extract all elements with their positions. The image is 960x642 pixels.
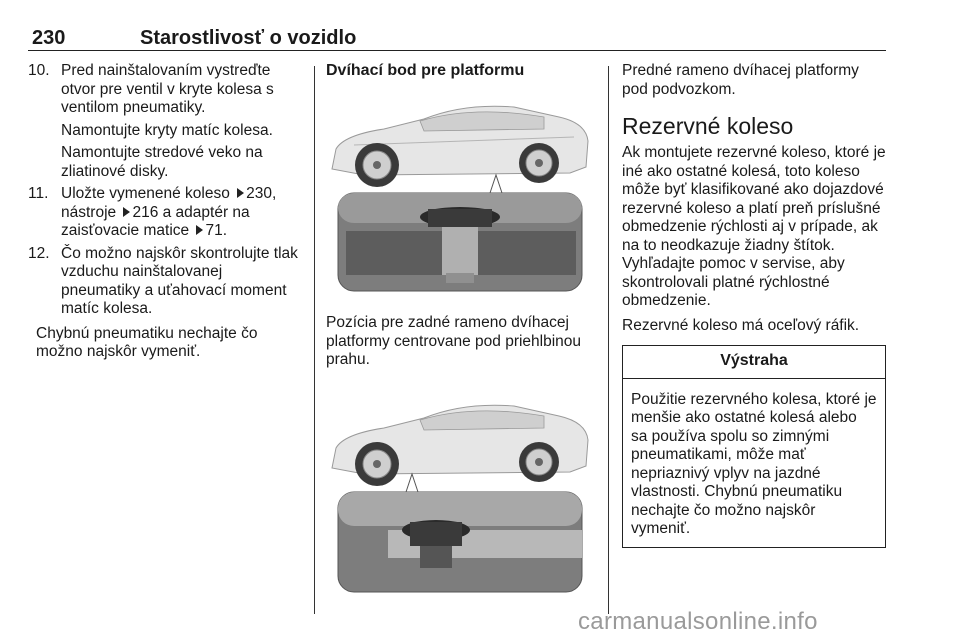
list-text: nástroje (61, 203, 121, 221)
column-middle (326, 62, 596, 609)
list-text: Pred nainštalovaním vystreďte otvor pre ventil v kryte kolesa s ventilom pneumatiky. (61, 62, 274, 116)
reference-arrow-icon (196, 225, 203, 235)
list-number: 11. (28, 185, 49, 202)
intro-text: Predné rameno dvíhacej platformy pod podvozkom. (622, 62, 859, 98)
section-heading: Rezervné koleso (622, 113, 794, 139)
rear-wheel-icon (519, 143, 559, 183)
front-wheel-icon (355, 143, 399, 187)
warning-box (622, 345, 886, 548)
column-left (28, 62, 300, 362)
body-paragraph: Rezervné koleso má oceľový ráfik. (622, 316, 860, 334)
lift-detail-icon (338, 492, 582, 592)
car-lift-point-front-illustration (324, 89, 594, 295)
list-item (28, 62, 300, 118)
watermark: carmanualsonline.info (578, 608, 818, 635)
list-item (28, 245, 300, 319)
page-reference[interactable]: 216 a adaptér na zaisťovacie matice (61, 203, 250, 239)
page-reference[interactable]: 71. (205, 222, 228, 239)
front-wheel-icon (355, 442, 399, 486)
car-lift-point-rear-illustration (324, 390, 594, 596)
page-reference[interactable]: 230, (246, 185, 277, 202)
figure-caption: Pozícia pre zadné rameno dvíhacej platformy centrovane pod priehlbinou prahu. (326, 314, 582, 368)
sub-step: Namontujte stredové veko na zliatinové disky. (61, 144, 263, 180)
list-text: Čo možno najskôr skontrolujte tlak vzduchu nainštalovanej pneumatiky a uťahovací moment matíc kolesa. (61, 244, 298, 317)
list-number: 10. (28, 62, 50, 79)
list-number: 12. (28, 244, 50, 262)
closing-paragraph: Chybnú pneumatiku nechajte čo možno najskôr vymeniť. (36, 324, 258, 360)
page-number: 230 (32, 27, 66, 49)
lift-detail-icon (338, 193, 582, 291)
column-divider-2 (608, 66, 609, 614)
body-paragraph: Ak montujete rezervné koleso, ktoré je iné ako ostatné kolesá, toto koleso môže byť klasifikované ako dojazdové rezervné koleso a platí preň príslušné obmedzenie rýchlosti aj v prípade, ak na to neodkazuje žiadny štítok. Vyhľadajte pomoc v servise, aby skontrolovali platné rýchlostné obmedzenie. (622, 144, 886, 309)
column-divider-1 (314, 66, 315, 614)
warning-title: Výstraha (623, 346, 885, 379)
reference-arrow-icon (123, 207, 130, 217)
sub-step: Namontujte kryty matíc kolesa. (61, 121, 273, 139)
section-subheading: Dvíhací bod pre platformu (326, 62, 525, 79)
column-right (622, 62, 888, 548)
chapter-title: Starostlivosť o vozidlo (140, 27, 357, 49)
reference-arrow-icon (237, 188, 244, 198)
rear-wheel-icon (519, 442, 559, 482)
list-item (28, 185, 300, 241)
warning-body: Použitie rezervného kolesa, ktoré je menšie ako ostatné kolesá alebo sa používa spolu so zimnými pneumatikami, môže mať nepriaznivý vplyv na jazdné vlastnosti. Chybnú pneumatiku nechajte čo možno najskôr vymeniť. (631, 390, 877, 537)
page-header (28, 24, 886, 51)
list-text: Uložte vymenené koleso (61, 185, 235, 202)
